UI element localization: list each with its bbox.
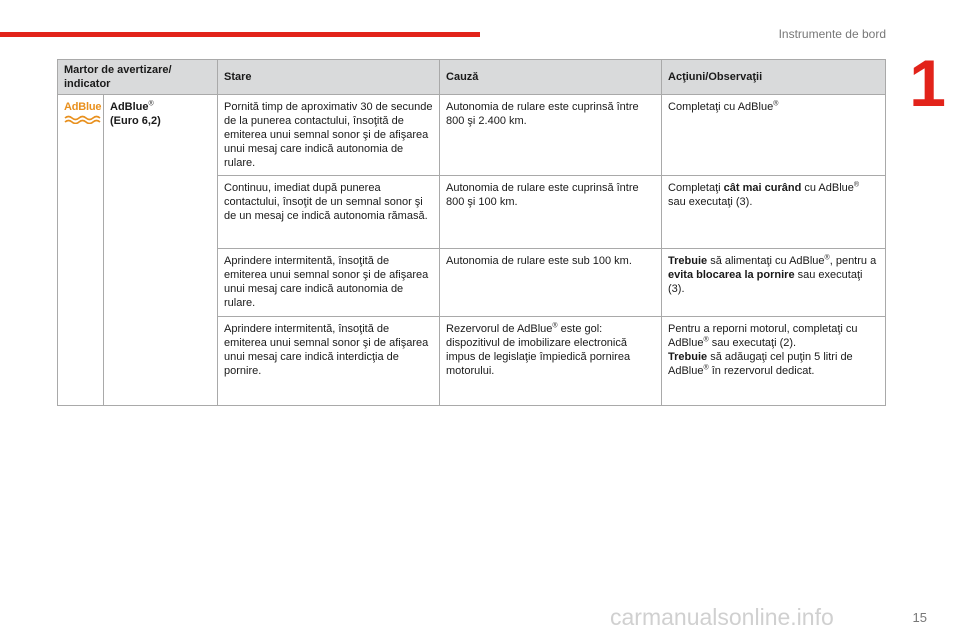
- stare-cell: Pornită timp de aproximativ 30 de secunde de la punerea contactului, însoţită de emiterea unui semnal sonor şi de afişarea unui mesaj care indică autonomia de rulare.: [218, 95, 440, 176]
- cauza-cell: Autonomia de rulare este cuprinsă între 800 şi 100 km.: [440, 176, 662, 249]
- warning-lights-table: [57, 59, 886, 406]
- adblue-warning-icon: [64, 100, 104, 124]
- watermark: carmanualsonline.info: [610, 604, 834, 630]
- table-row: [58, 95, 886, 176]
- section-title: Instrumente de bord: [778, 27, 886, 41]
- cauza-cell: Autonomia de rulare este cuprinsă între 800 şi 2.400 km.: [440, 95, 662, 176]
- indicator-name: AdBlue: [110, 101, 149, 113]
- wave-icon: [64, 115, 102, 124]
- adblue-icon-label: AdBlue: [64, 101, 102, 113]
- chapter-number: 1: [909, 46, 946, 120]
- cauza-cell: Autonomia de rulare este sub 100 km.: [440, 249, 662, 317]
- header-accent-bar: [0, 32, 480, 37]
- actiuni-cell: Completaţi cu AdBlue®: [662, 95, 886, 176]
- column-header-cauza: Cauză: [440, 60, 662, 95]
- column-header-stare: Stare: [218, 60, 440, 95]
- actiuni-cell: Completaţi cât mai curând cu AdBlue® sau executaţi (3).: [662, 176, 886, 249]
- stare-cell: Aprindere intermitentă, însoţită de emiterea unui semnal sonor şi de afişarea unui mesaj care indică autonomia de rulare.: [218, 249, 440, 317]
- table-header-row: [58, 60, 886, 95]
- actiuni-cell: Pentru a reporni motorul, completaţi cu AdBlue® sau executaţi (2). Trebuie să adăugaţi cel puţin 5 litri de AdBlue® în rezervorul dedicat.: [662, 317, 886, 406]
- actiuni-cell: Trebuie să alimentaţi cu AdBlue®, pentru a evita blocarea la pornire sau executaţi (3).: [662, 249, 886, 317]
- indicator-subtitle: (Euro 6,2): [110, 115, 161, 127]
- stare-cell: Continuu, imediat după punerea contactului, însoţit de un semnal sonor şi de un mesaj ce indică autonomia rămasă.: [218, 176, 440, 249]
- indicator-name-cell: AdBlue® (Euro 6,2): [104, 95, 218, 406]
- column-header-actiuni: Acţiuni/Observaţii: [662, 60, 886, 95]
- stare-cell: Aprindere intermitentă, însoţită de emiterea unui semnal sonor şi de afişarea unui mesaj care indică interdicţia de pornire.: [218, 317, 440, 406]
- indicator-icon-cell: [58, 95, 104, 406]
- cauza-cell: Rezervorul de AdBlue® este gol: dispozitivul de imobilizare electronică impus de legislaţie împiedică pornirea motorului.: [440, 317, 662, 406]
- column-header-indicator: Martor de avertizare/ indicator: [58, 60, 218, 95]
- page-number: 15: [912, 610, 927, 625]
